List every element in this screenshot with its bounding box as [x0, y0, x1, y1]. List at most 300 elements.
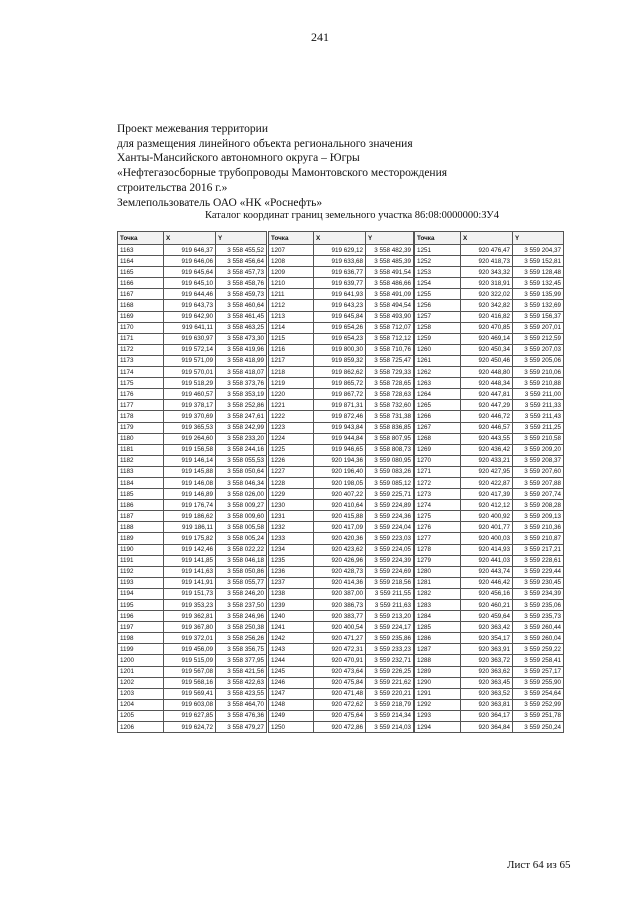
table-row	[415, 333, 564, 344]
y-coordinate: 3 559 251,78	[513, 710, 564, 721]
table-row	[415, 355, 564, 366]
table-row	[118, 355, 267, 366]
x-coordinate: 919 186,11	[164, 522, 216, 533]
y-coordinate: 3 559 080,95	[366, 455, 414, 466]
table-row	[269, 588, 414, 599]
table-row	[118, 333, 267, 344]
point-number: 1244	[269, 655, 314, 666]
y-coordinate: 3 558 377,95	[216, 655, 267, 666]
point-number: 1231	[269, 511, 314, 522]
table-row	[118, 500, 267, 511]
y-coordinate: 3 559 132,45	[513, 278, 564, 289]
x-coordinate: 920 410,64	[314, 500, 366, 511]
x-coordinate: 920 448,34	[461, 378, 513, 389]
y-coordinate: 3 559 234,39	[513, 588, 564, 599]
header-line: для размещения линейного объекта регионального значения	[117, 137, 413, 150]
y-coordinate: 3 559 208,28	[513, 500, 564, 511]
table-row	[118, 588, 267, 599]
y-coordinate: 3 558 458,76	[216, 278, 267, 289]
table-row	[269, 400, 414, 411]
x-coordinate: 920 456,16	[461, 588, 513, 599]
y-coordinate: 3 559 235,73	[513, 611, 564, 622]
y-coordinate: 3 559 152,81	[513, 256, 564, 267]
x-coordinate: 920 450,34	[461, 344, 513, 355]
point-number: 1217	[269, 355, 314, 366]
point-number: 1186	[118, 500, 164, 511]
point-number: 1214	[269, 322, 314, 333]
x-coordinate: 920 447,81	[461, 389, 513, 400]
y-coordinate: 3 559 224,04	[366, 522, 414, 533]
point-number: 1187	[118, 511, 164, 522]
table-row	[269, 555, 414, 566]
point-number: 1287	[415, 644, 461, 655]
table-row	[415, 722, 564, 733]
coordinates-table-3	[414, 231, 564, 733]
x-coordinate: 919 264,60	[164, 433, 216, 444]
point-number: 1254	[415, 278, 461, 289]
x-coordinate: 920 427,95	[461, 466, 513, 477]
x-coordinate: 920 364,17	[461, 710, 513, 721]
table-row	[118, 433, 267, 444]
table-row	[269, 367, 414, 378]
point-number: 1169	[118, 311, 164, 322]
x-coordinate: 920 443,55	[461, 433, 513, 444]
table-row	[118, 245, 267, 256]
table-row	[269, 433, 414, 444]
table-row	[118, 666, 267, 677]
y-coordinate: 3 558 807,95	[366, 433, 414, 444]
point-number: 1267	[415, 422, 461, 433]
y-coordinate: 3 559 228,61	[513, 555, 564, 566]
table-row	[269, 267, 414, 278]
y-coordinate: 3 558 233,20	[216, 433, 267, 444]
table-row	[269, 344, 414, 355]
x-coordinate: 919 645,10	[164, 278, 216, 289]
y-coordinate: 3 558 246,20	[216, 588, 267, 599]
point-number: 1177	[118, 400, 164, 411]
table-row	[118, 344, 267, 355]
table-row	[415, 267, 564, 278]
table-row	[415, 466, 564, 477]
x-coordinate: 920 471,27	[314, 633, 366, 644]
x-coordinate: 920 475,64	[314, 710, 366, 721]
point-number: 1178	[118, 411, 164, 422]
point-number: 1188	[118, 522, 164, 533]
sheet-counter: Лист 64 из 65	[507, 859, 571, 871]
y-coordinate: 3 559 252,99	[513, 699, 564, 710]
point-number: 1201	[118, 666, 164, 677]
point-number: 1172	[118, 344, 164, 355]
table-row	[118, 633, 267, 644]
x-coordinate: 920 460,21	[461, 600, 513, 611]
y-coordinate: 3 558 456,64	[216, 256, 267, 267]
table-row	[269, 444, 414, 455]
table-row	[415, 600, 564, 611]
table-row	[269, 378, 414, 389]
point-number: 1227	[269, 466, 314, 477]
x-coordinate: 920 476,47	[461, 245, 513, 256]
y-coordinate: 3 558 712,07	[366, 322, 414, 333]
x-coordinate: 920 342,82	[461, 300, 513, 311]
header-line: Ханты-Мансийского автономного округа – Югры	[117, 152, 360, 165]
y-coordinate: 3 558 482,39	[366, 245, 414, 256]
point-number: 1268	[415, 433, 461, 444]
point-number: 1200	[118, 655, 164, 666]
point-number: 1184	[118, 477, 164, 488]
table-row	[415, 444, 564, 455]
y-coordinate: 3 559 210,87	[513, 533, 564, 544]
x-coordinate: 920 473,64	[314, 666, 366, 677]
y-coordinate: 3 558 009,60	[216, 511, 267, 522]
x-coordinate: 919 646,37	[164, 245, 216, 256]
point-number: 1203	[118, 688, 164, 699]
point-number: 1216	[269, 344, 314, 355]
point-number: 1166	[118, 278, 164, 289]
y-coordinate: 3 559 224,36	[366, 511, 414, 522]
table-row	[269, 699, 414, 710]
y-coordinate: 3 559 213,20	[366, 611, 414, 622]
x-coordinate: 920 363,45	[461, 677, 513, 688]
table-row	[118, 466, 267, 477]
x-coordinate: 920 343,32	[461, 267, 513, 278]
table-row	[118, 699, 267, 710]
point-number: 1278	[415, 544, 461, 555]
y-coordinate: 3 559 221,62	[366, 677, 414, 688]
point-number: 1213	[269, 311, 314, 322]
x-coordinate: 920 322,02	[461, 289, 513, 300]
x-coordinate: 920 417,09	[314, 522, 366, 533]
table-row	[415, 611, 564, 622]
y-coordinate: 3 559 207,88	[513, 477, 564, 488]
y-coordinate: 3 558 476,36	[216, 710, 267, 721]
x-coordinate: 920 471,48	[314, 688, 366, 699]
y-coordinate: 3 559 235,06	[513, 600, 564, 611]
x-coordinate: 920 446,72	[461, 411, 513, 422]
coordinates-table-1	[117, 231, 267, 733]
y-coordinate: 3 558 353,19	[216, 389, 267, 400]
table-row	[269, 611, 414, 622]
y-coordinate: 3 558 046,18	[216, 555, 267, 566]
table-row	[415, 666, 564, 677]
table-row	[118, 300, 267, 311]
y-coordinate: 3 559 211,33	[513, 400, 564, 411]
x-coordinate: 919 370,69	[164, 411, 216, 422]
point-number: 1281	[415, 577, 461, 588]
table-row	[118, 611, 267, 622]
point-number: 1191	[118, 555, 164, 566]
point-number: 1220	[269, 389, 314, 400]
point-number: 1190	[118, 544, 164, 555]
point-number: 1196	[118, 611, 164, 622]
x-coordinate: 919 141,85	[164, 555, 216, 566]
point-number: 1292	[415, 699, 461, 710]
table-row	[269, 522, 414, 533]
x-coordinate: 920 472,31	[314, 644, 366, 655]
x-coordinate: 919 630,97	[164, 333, 216, 344]
point-number: 1294	[415, 722, 461, 733]
y-coordinate: 3 559 135,99	[513, 289, 564, 300]
point-number: 1218	[269, 367, 314, 378]
x-coordinate: 919 146,08	[164, 477, 216, 488]
table-row	[269, 566, 414, 577]
table-row	[269, 466, 414, 477]
table-header-row	[118, 232, 267, 245]
point-number: 1180	[118, 433, 164, 444]
x-coordinate: 920 318,91	[461, 278, 513, 289]
x-coordinate: 920 364,84	[461, 722, 513, 733]
x-coordinate: 920 387,00	[314, 588, 366, 599]
table-row	[415, 677, 564, 688]
y-coordinate: 3 558 005,24	[216, 533, 267, 544]
x-coordinate: 919 862,62	[314, 367, 366, 378]
x-coordinate: 920 198,05	[314, 477, 366, 488]
column-header: X	[314, 232, 366, 245]
point-number: 1229	[269, 489, 314, 500]
x-coordinate: 920 418,73	[461, 256, 513, 267]
point-number: 1206	[118, 722, 164, 733]
point-number: 1269	[415, 444, 461, 455]
y-coordinate: 3 559 128,48	[513, 267, 564, 278]
table-row	[415, 378, 564, 389]
coordinates-table	[117, 231, 267, 733]
y-coordinate: 3 559 205,06	[513, 355, 564, 366]
table-row	[415, 433, 564, 444]
y-coordinate: 3 558 486,66	[366, 278, 414, 289]
x-coordinate: 920 354,17	[461, 633, 513, 644]
point-number: 1198	[118, 633, 164, 644]
y-coordinate: 3 558 256,26	[216, 633, 267, 644]
table-row	[415, 500, 564, 511]
y-coordinate: 3 559 218,79	[366, 699, 414, 710]
x-coordinate: 920 447,29	[461, 400, 513, 411]
x-coordinate: 920 417,39	[461, 489, 513, 500]
point-number: 1179	[118, 422, 164, 433]
point-number: 1261	[415, 355, 461, 366]
x-coordinate: 920 363,72	[461, 655, 513, 666]
table-row	[269, 289, 414, 300]
point-number: 1176	[118, 389, 164, 400]
x-coordinate: 919 460,57	[164, 389, 216, 400]
point-number: 1247	[269, 688, 314, 699]
y-coordinate: 3 559 224,39	[366, 555, 414, 566]
table-row	[269, 710, 414, 721]
y-coordinate: 3 559 257,17	[513, 666, 564, 677]
column-header: Точка	[415, 232, 461, 245]
y-coordinate: 3 558 356,75	[216, 644, 267, 655]
table-row	[269, 500, 414, 511]
table-row	[118, 256, 267, 267]
point-number: 1242	[269, 633, 314, 644]
y-coordinate: 3 559 085,12	[366, 477, 414, 488]
y-coordinate: 3 558 005,58	[216, 522, 267, 533]
table-row	[118, 688, 267, 699]
y-coordinate: 3 559 260,44	[513, 622, 564, 633]
point-number: 1236	[269, 566, 314, 577]
y-coordinate: 3 559 224,05	[366, 544, 414, 555]
point-number: 1290	[415, 677, 461, 688]
y-coordinate: 3 559 224,69	[366, 566, 414, 577]
y-coordinate: 3 558 455,52	[216, 245, 267, 256]
point-number: 1199	[118, 644, 164, 655]
x-coordinate: 920 363,62	[461, 666, 513, 677]
y-coordinate: 3 559 217,21	[513, 544, 564, 555]
x-coordinate: 920 363,81	[461, 699, 513, 710]
point-number: 1265	[415, 400, 461, 411]
table-row	[415, 256, 564, 267]
point-number: 1219	[269, 378, 314, 389]
table-row	[118, 367, 267, 378]
table-row	[118, 455, 267, 466]
table-row	[269, 655, 414, 666]
x-coordinate: 919 456,09	[164, 644, 216, 655]
table-row	[118, 710, 267, 721]
point-number: 1259	[415, 333, 461, 344]
column-header: Y	[366, 232, 414, 245]
y-coordinate: 3 558 731,38	[366, 411, 414, 422]
y-coordinate: 3 558 494,54	[366, 300, 414, 311]
point-number: 1273	[415, 489, 461, 500]
table-row	[415, 300, 564, 311]
table-row	[415, 289, 564, 300]
x-coordinate: 919 362,81	[164, 611, 216, 622]
y-coordinate: 3 558 729,33	[366, 367, 414, 378]
table-row	[269, 422, 414, 433]
y-coordinate: 3 558 710,76	[366, 344, 414, 355]
y-coordinate: 3 559 259,22	[513, 644, 564, 655]
y-coordinate: 3 559 230,45	[513, 577, 564, 588]
point-number: 1286	[415, 633, 461, 644]
x-coordinate: 919 645,64	[164, 267, 216, 278]
table-row	[269, 322, 414, 333]
x-coordinate: 919 378,17	[164, 400, 216, 411]
y-coordinate: 3 558 491,54	[366, 267, 414, 278]
table-row	[415, 699, 564, 710]
catalog-title: Каталог координат границ земельного участка 86:08:0000000:ЗУ4	[205, 210, 499, 221]
point-number: 1164	[118, 256, 164, 267]
x-coordinate: 920 472,86	[314, 722, 366, 733]
coordinates-table	[414, 231, 564, 733]
table-row	[118, 644, 267, 655]
table-row	[269, 622, 414, 633]
y-coordinate: 3 559 083,26	[366, 466, 414, 477]
x-coordinate: 919 946,65	[314, 444, 366, 455]
table-row	[415, 644, 564, 655]
x-coordinate: 919 365,53	[164, 422, 216, 433]
table-row	[269, 677, 414, 688]
x-coordinate: 920 401,77	[461, 522, 513, 533]
x-coordinate: 919 642,90	[164, 311, 216, 322]
y-coordinate: 3 559 207,01	[513, 322, 564, 333]
column-header: Y	[216, 232, 267, 245]
y-coordinate: 3 559 207,03	[513, 344, 564, 355]
y-coordinate: 3 558 247,61	[216, 411, 267, 422]
column-header: Y	[513, 232, 564, 245]
point-number: 1171	[118, 333, 164, 344]
x-coordinate: 919 645,84	[314, 311, 366, 322]
table-row	[415, 555, 564, 566]
y-coordinate: 3 559 211,25	[513, 422, 564, 433]
y-coordinate: 3 559 210,88	[513, 378, 564, 389]
y-coordinate: 3 559 214,03	[366, 722, 414, 733]
y-coordinate: 3 559 208,37	[513, 455, 564, 466]
point-number: 1175	[118, 378, 164, 389]
table-row	[269, 633, 414, 644]
x-coordinate: 919 141,63	[164, 566, 216, 577]
table-row	[118, 566, 267, 577]
x-coordinate: 919 867,72	[314, 389, 366, 400]
x-coordinate: 920 443,74	[461, 566, 513, 577]
point-number: 1208	[269, 256, 314, 267]
y-coordinate: 3 559 209,13	[513, 511, 564, 522]
table-row	[415, 633, 564, 644]
y-coordinate: 3 558 050,86	[216, 566, 267, 577]
x-coordinate: 920 386,73	[314, 600, 366, 611]
x-coordinate: 919 639,77	[314, 278, 366, 289]
point-number: 1245	[269, 666, 314, 677]
point-number: 1212	[269, 300, 314, 311]
table-header-row	[269, 232, 414, 245]
point-number: 1189	[118, 533, 164, 544]
table-row	[415, 622, 564, 633]
x-coordinate: 920 436,42	[461, 444, 513, 455]
x-coordinate: 919 654,26	[314, 322, 366, 333]
table-row	[415, 710, 564, 721]
table-row	[118, 522, 267, 533]
table-row	[118, 722, 267, 733]
x-coordinate: 920 469,14	[461, 333, 513, 344]
x-coordinate: 919 629,12	[314, 245, 366, 256]
table-row	[118, 422, 267, 433]
x-coordinate: 920 446,42	[461, 577, 513, 588]
point-number: 1173	[118, 355, 164, 366]
point-number: 1252	[415, 256, 461, 267]
y-coordinate: 3 559 218,56	[366, 577, 414, 588]
x-coordinate: 919 156,58	[164, 444, 216, 455]
table-row	[118, 544, 267, 555]
table-row	[269, 389, 414, 400]
x-coordinate: 920 416,82	[461, 311, 513, 322]
x-coordinate: 919 872,46	[314, 411, 366, 422]
point-number: 1210	[269, 278, 314, 289]
point-number: 1222	[269, 411, 314, 422]
table-row	[415, 588, 564, 599]
x-coordinate: 920 470,91	[314, 655, 366, 666]
point-number: 1240	[269, 611, 314, 622]
x-coordinate: 920 196,40	[314, 466, 366, 477]
y-coordinate: 3 558 026,00	[216, 489, 267, 500]
document-header	[117, 122, 557, 210]
table-row	[269, 600, 414, 611]
x-coordinate: 920 450,46	[461, 355, 513, 366]
y-coordinate: 3 558 421,56	[216, 666, 267, 677]
x-coordinate: 919 515,09	[164, 655, 216, 666]
x-coordinate: 919 627,85	[164, 710, 216, 721]
table-row	[118, 444, 267, 455]
table-row	[415, 566, 564, 577]
table-row	[269, 333, 414, 344]
y-coordinate: 3 559 209,20	[513, 444, 564, 455]
point-number: 1241	[269, 622, 314, 633]
point-number: 1238	[269, 588, 314, 599]
table-row	[269, 256, 414, 267]
point-number: 1250	[269, 722, 314, 733]
x-coordinate: 920 448,80	[461, 367, 513, 378]
x-coordinate: 920 194,36	[314, 455, 366, 466]
point-number: 1223	[269, 422, 314, 433]
table-row	[269, 245, 414, 256]
y-coordinate: 3 558 728,63	[366, 389, 414, 400]
point-number: 1235	[269, 555, 314, 566]
